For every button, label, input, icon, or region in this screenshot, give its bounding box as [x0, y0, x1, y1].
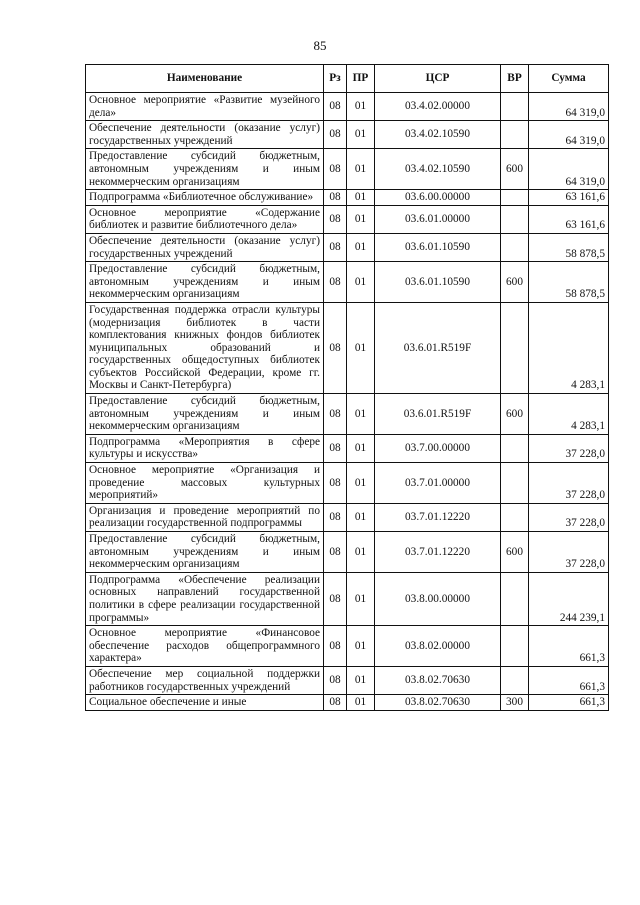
table-row: [86, 394, 609, 435]
cell-vr: 600: [501, 394, 529, 435]
cell-csr: 03.6.00.00000: [375, 190, 501, 206]
cell-pr: 01: [347, 149, 375, 190]
cell-name: Государственная поддержка отрасли культуры (модернизация библиотек в части комплектования книжных фондов библиотек муниципальных образований и государственных общедоступных библиотек субъектов Российской Федерации, кроме гг. Москвы и Санкт-Петербурга): [86, 302, 324, 393]
cell-sum: 37 228,0: [529, 532, 609, 573]
cell-vr: [501, 190, 529, 206]
cell-csr: 03.4.02.10590: [375, 149, 501, 190]
cell-sum: 63 161,6: [529, 190, 609, 206]
cell-name: Предоставление субсидий бюджетным, автономным учреждениям и иным некоммерческим организациям: [86, 149, 324, 190]
cell-name: Основное мероприятие «Содержание библиотек и развитие библиотечного дела»: [86, 205, 324, 233]
cell-sum: 64 319,0: [529, 93, 609, 121]
cell-rz: 08: [324, 572, 347, 625]
cell-csr: 03.7.00.00000: [375, 434, 501, 462]
cell-name: Обеспечение деятельности (оказание услуг) государственных учреждений: [86, 121, 324, 149]
table-row: [86, 695, 609, 711]
budget-table: [85, 64, 609, 711]
cell-csr: 03.6.01.10590: [375, 262, 501, 303]
cell-csr: 03.6.01.10590: [375, 233, 501, 261]
cell-sum: 661,3: [529, 695, 609, 711]
cell-sum: 63 161,6: [529, 205, 609, 233]
cell-pr: 01: [347, 695, 375, 711]
cell-rz: 08: [324, 262, 347, 303]
cell-pr: 01: [347, 262, 375, 303]
table-row: [86, 205, 609, 233]
table-row: [86, 626, 609, 667]
cell-sum: 37 228,0: [529, 463, 609, 504]
cell-sum: 64 319,0: [529, 121, 609, 149]
cell-sum: 58 878,5: [529, 262, 609, 303]
cell-vr: [501, 93, 529, 121]
cell-csr: 03.6.01.R519F: [375, 394, 501, 435]
cell-rz: 08: [324, 149, 347, 190]
cell-sum: 244 239,1: [529, 572, 609, 625]
cell-sum: 58 878,5: [529, 233, 609, 261]
cell-rz: 08: [324, 666, 347, 694]
cell-name: Основное мероприятие «Финансовое обеспечение расходов общепрограммного характера»: [86, 626, 324, 667]
table-row: [86, 233, 609, 261]
table-header: [86, 65, 609, 93]
table-row: [86, 434, 609, 462]
cell-csr: 03.4.02.00000: [375, 93, 501, 121]
table-row: [86, 503, 609, 531]
cell-csr: 03.8.02.70630: [375, 695, 501, 711]
header-csr: ЦСР: [375, 65, 501, 93]
cell-vr: [501, 205, 529, 233]
cell-pr: 01: [347, 572, 375, 625]
table-row: [86, 532, 609, 573]
cell-rz: 08: [324, 463, 347, 504]
cell-rz: 08: [324, 434, 347, 462]
cell-rz: 08: [324, 205, 347, 233]
header-sum: Сумма: [529, 65, 609, 93]
cell-pr: 01: [347, 190, 375, 206]
cell-vr: [501, 233, 529, 261]
cell-rz: 08: [324, 302, 347, 393]
cell-name: Предоставление субсидий бюджетным, автономным учреждениям и иным некоммерческим организациям: [86, 262, 324, 303]
table-row: [86, 463, 609, 504]
page-number: 85: [313, 38, 327, 53]
cell-rz: 08: [324, 695, 347, 711]
cell-vr: 600: [501, 149, 529, 190]
cell-name: Предоставление субсидий бюджетным, автономным учреждениям и иным некоммерческим организациям: [86, 394, 324, 435]
table-row: [86, 121, 609, 149]
cell-name: Основное мероприятие «Развитие музейного дела»: [86, 93, 324, 121]
cell-name: Обеспечение мер социальной поддержки работников государственных учреждений: [86, 666, 324, 694]
cell-vr: [501, 572, 529, 625]
cell-csr: 03.7.01.12220: [375, 532, 501, 573]
cell-name: Подпрограмма «Обеспечение реализации основных направлений государственной политики в сфере реализации государственной программы»: [86, 572, 324, 625]
cell-csr: 03.8.00.00000: [375, 572, 501, 625]
cell-pr: 01: [347, 302, 375, 393]
cell-csr: 03.8.02.70630: [375, 666, 501, 694]
table-body: [86, 93, 609, 711]
cell-pr: 01: [347, 503, 375, 531]
table-row: [86, 149, 609, 190]
header-vr: ВР: [501, 65, 529, 93]
cell-csr: 03.7.01.00000: [375, 463, 501, 504]
cell-vr: 300: [501, 695, 529, 711]
cell-rz: 08: [324, 190, 347, 206]
cell-rz: 08: [324, 233, 347, 261]
cell-name: Социальное обеспечение и иные: [86, 695, 324, 711]
cell-csr: 03.8.02.00000: [375, 626, 501, 667]
cell-pr: 01: [347, 121, 375, 149]
cell-pr: 01: [347, 532, 375, 573]
header-pr: ПР: [347, 65, 375, 93]
cell-sum: 4 283,1: [529, 302, 609, 393]
cell-name: Предоставление субсидий бюджетным, автономным учреждениям и иным некоммерческим организациям: [86, 532, 324, 573]
cell-rz: 08: [324, 532, 347, 573]
cell-name: Подпрограмма «Библиотечное обслуживание»: [86, 190, 324, 206]
cell-rz: 08: [324, 93, 347, 121]
cell-vr: [501, 121, 529, 149]
cell-vr: [501, 503, 529, 531]
cell-sum: 4 283,1: [529, 394, 609, 435]
cell-rz: 08: [324, 394, 347, 435]
cell-vr: [501, 666, 529, 694]
table-row: [86, 666, 609, 694]
cell-vr: [501, 463, 529, 504]
cell-rz: 08: [324, 626, 347, 667]
cell-sum: 64 319,0: [529, 149, 609, 190]
cell-pr: 01: [347, 394, 375, 435]
cell-name: Организация и проведение мероприятий по реализации государственной подпрограммы: [86, 503, 324, 531]
cell-sum: 661,3: [529, 626, 609, 667]
cell-sum: 37 228,0: [529, 503, 609, 531]
header-name: Наименование: [86, 65, 324, 93]
cell-pr: 01: [347, 205, 375, 233]
cell-pr: 01: [347, 233, 375, 261]
cell-rz: 08: [324, 121, 347, 149]
cell-vr: 600: [501, 262, 529, 303]
cell-csr: 03.4.02.10590: [375, 121, 501, 149]
header-rz: Рз: [324, 65, 347, 93]
cell-pr: 01: [347, 434, 375, 462]
cell-pr: 01: [347, 463, 375, 504]
cell-vr: [501, 302, 529, 393]
table-row: [86, 93, 609, 121]
table-row: [86, 262, 609, 303]
cell-sum: 661,3: [529, 666, 609, 694]
cell-name: Обеспечение деятельности (оказание услуг) государственных учреждений: [86, 233, 324, 261]
cell-name: Подпрограмма «Мероприятия в сфере культуры и искусства»: [86, 434, 324, 462]
table-row: [86, 572, 609, 625]
cell-vr: [501, 626, 529, 667]
header-row: [86, 65, 609, 93]
cell-csr: 03.6.01.00000: [375, 205, 501, 233]
cell-pr: 01: [347, 666, 375, 694]
cell-csr: 03.6.01.R519F: [375, 302, 501, 393]
cell-vr: 600: [501, 532, 529, 573]
cell-csr: 03.7.01.12220: [375, 503, 501, 531]
cell-pr: 01: [347, 93, 375, 121]
table-row: [86, 302, 609, 393]
cell-pr: 01: [347, 626, 375, 667]
cell-vr: [501, 434, 529, 462]
cell-rz: 08: [324, 503, 347, 531]
cell-name: Основное мероприятие «Организация и проведение массовых культурных мероприятий»: [86, 463, 324, 504]
cell-sum: 37 228,0: [529, 434, 609, 462]
table-row: [86, 190, 609, 206]
